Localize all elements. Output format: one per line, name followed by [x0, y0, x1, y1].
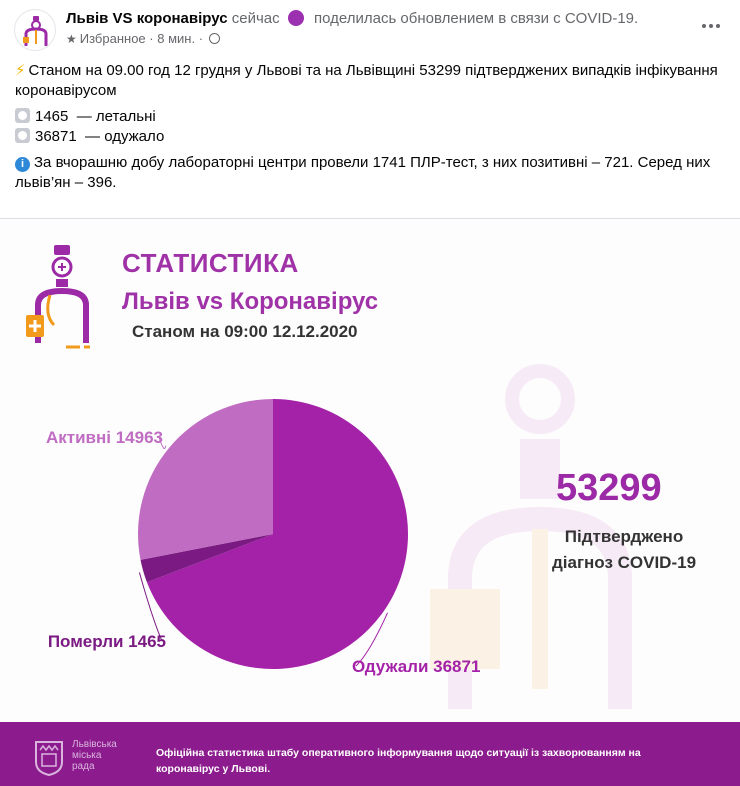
- pie-label-0: Активні 14963: [46, 428, 163, 447]
- favorites-label: Избранное: [79, 31, 146, 46]
- covid-info-icon[interactable]: [288, 10, 304, 26]
- covid-update-text: поделилась обновлением в связи с COVID-19.: [313, 10, 639, 27]
- globe-icon[interactable]: [209, 33, 220, 44]
- intro-text: Станом на 09.00 год 12 грудня у Львові та на Львівщині 53299 підтверджених випадків інфікування коронавірусом: [15, 62, 718, 99]
- infographic-subtitle: Львів vs Коронавірус: [122, 288, 379, 315]
- post-meta: [66, 31, 220, 47]
- star-icon: ★: [66, 32, 77, 46]
- meta-separator: ·: [198, 31, 207, 46]
- post-paragraph-tests: [15, 153, 727, 193]
- caption-line-1: Підтверджено: [564, 527, 684, 546]
- post-header: [0, 0, 740, 56]
- infographic-title: СТАТИСТИКА: [122, 248, 299, 278]
- doctor-avatar-icon: [15, 10, 56, 51]
- recovered-stat-text: 36871 — одужало: [35, 128, 165, 145]
- total-cases-caption: [524, 524, 724, 576]
- deaths-stat-text: 1465 — летальні: [35, 108, 156, 125]
- city-line-3: рада: [72, 761, 95, 772]
- more-options-icon: [702, 24, 706, 28]
- pie-label-2: Одужали 36871: [352, 657, 481, 676]
- more-options-button[interactable]: [696, 14, 726, 38]
- info-icon: i: [15, 157, 30, 172]
- post-body: [15, 61, 727, 199]
- city-line-1: Львівська: [72, 739, 117, 750]
- pie-slice-0: [138, 399, 273, 560]
- city-line-2: міська: [72, 750, 102, 761]
- meta-separator: ·: [149, 31, 158, 46]
- post-time-now[interactable]: сейчас: [231, 10, 280, 27]
- more-dot: [716, 24, 720, 28]
- lviv-coat-of-arms-icon: [34, 740, 64, 776]
- lightning-icon: ⚡: [15, 62, 26, 79]
- post-header-line: [66, 9, 638, 29]
- white-circle-icon: [15, 108, 30, 123]
- infographic-image[interactable]: [0, 219, 740, 786]
- pie-label-1: Померли 1465: [47, 632, 166, 651]
- page-avatar[interactable]: [14, 9, 56, 51]
- white-circle-icon: [15, 128, 30, 143]
- post-paragraph-stats: [15, 107, 727, 147]
- caption-line-2: діагноз COVID-19: [551, 553, 697, 572]
- more-dot: [709, 24, 713, 28]
- infographic-footer: [0, 722, 740, 786]
- total-cases-number: 53299: [556, 467, 662, 509]
- city-council-name: [72, 739, 117, 772]
- infographic-date: Станом на 09:00 12.12.2020: [132, 322, 358, 341]
- page-name-link[interactable]: Львів VS коронавірус: [66, 10, 228, 27]
- post-paragraph-intro: [15, 61, 727, 101]
- footer-disclaimer: Офіційна статистика штабу оперативного інформування щодо ситуації із захворюванням на коронавірус у Львові.: [156, 747, 641, 775]
- post-time-ago[interactable]: 8 мин.: [157, 31, 196, 46]
- tests-text: За вчорашню добу лабораторні центри провели 1741 ПЛР-тест, з них позитивні – 721. Серед них львів’ян – 396.: [15, 154, 711, 191]
